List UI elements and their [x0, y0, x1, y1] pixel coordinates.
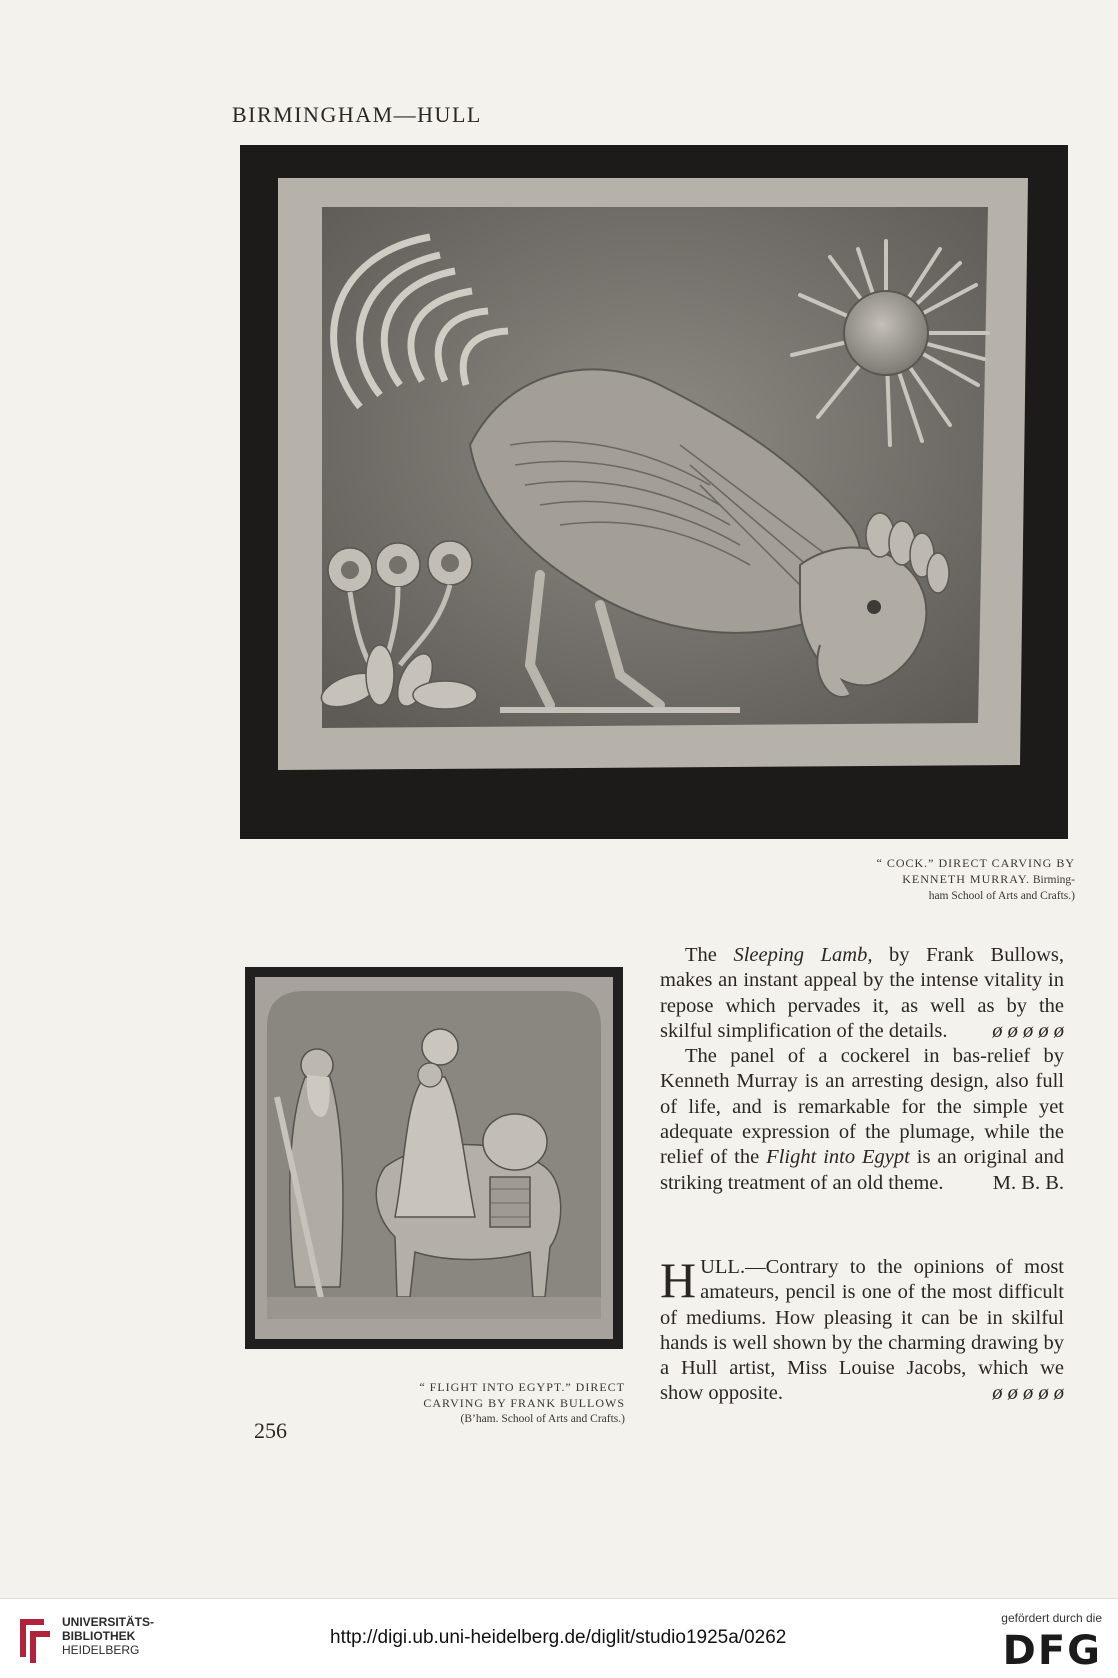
flight-caption-line3: (B’ham. School of Arts and Crafts.) — [460, 1413, 625, 1425]
running-head: BIRMINGHAM—HULL — [232, 102, 482, 127]
flight-into-egypt-photo — [245, 967, 623, 1349]
flight-relief-image — [245, 967, 623, 1349]
cock-caption-line2-tail: Birming- — [1029, 874, 1075, 886]
page-number: 256 — [254, 1418, 287, 1443]
cock-caption-line2: KENNETH MURRAY. — [902, 872, 1030, 886]
cock-relief-photo — [240, 145, 1068, 839]
library-footer — [0, 1598, 1118, 1678]
flight-caption — [375, 1379, 625, 1427]
dfg-logo: DFG — [1002, 1628, 1102, 1674]
cock-caption-line3: ham School of Arts and Crafts.) — [928, 890, 1075, 902]
paragraph-cockerel: The panel of a cockerel in bas-relief by Kenneth Murray is an arresting design, also full of life, and is remarkable for the simple yet adequate expression of the plumage, while the relief of the Flight into Egypt is an original and striking treatment of an old theme. M. B. B. — [660, 1044, 1064, 1196]
ornament-row-end: ø ø ø ø ø — [992, 1382, 1064, 1405]
cock-caption — [775, 855, 1075, 904]
text-column-review — [660, 943, 1064, 1196]
flight-caption-line2: CARVING BY FRANK BULLOWS — [423, 1396, 625, 1410]
library-name: UNIVERSITÄTS- BIBLIOTHEK HEIDELBERG — [62, 1615, 155, 1657]
library-logo-icon — [16, 1613, 54, 1665]
ornament-row: ø ø ø ø ø — [992, 1019, 1064, 1042]
paragraph-hull: HULL.—Contrary to the opinions of most amateurs, pencil is one of the most difficult of mediums. How pleasing it can be in skilful hands is well shown by the charming drawing by a Hull artist, Miss Louise Jacobs, which we show opposite. ø ø ø ø ø — [660, 1255, 1064, 1407]
permalink[interactable]: http://digi.ub.uni-heidelberg.de/diglit/studio1925a/0262 — [330, 1627, 787, 1648]
text-column-hull — [660, 1252, 1064, 1407]
paragraph-sleeping-lamb: The Sleeping Lamb, by Frank Bullows, makes an instant appeal by the intense vitality in repose which pervades it, as well as by the skilful simplification of the details. ø ø ø ø ø — [660, 943, 1064, 1044]
cock-caption-line1: “ COCK.” DIRECT CARVING BY — [876, 856, 1075, 870]
funding-note: gefördert durch die — [1001, 1611, 1102, 1625]
signature: M. B. B. — [992, 1171, 1064, 1194]
drop-cap: H — [660, 1252, 697, 1308]
flight-caption-line1: “ FLIGHT INTO EGYPT.” DIRECT — [419, 1380, 625, 1394]
cock-relief-image — [240, 145, 1068, 839]
